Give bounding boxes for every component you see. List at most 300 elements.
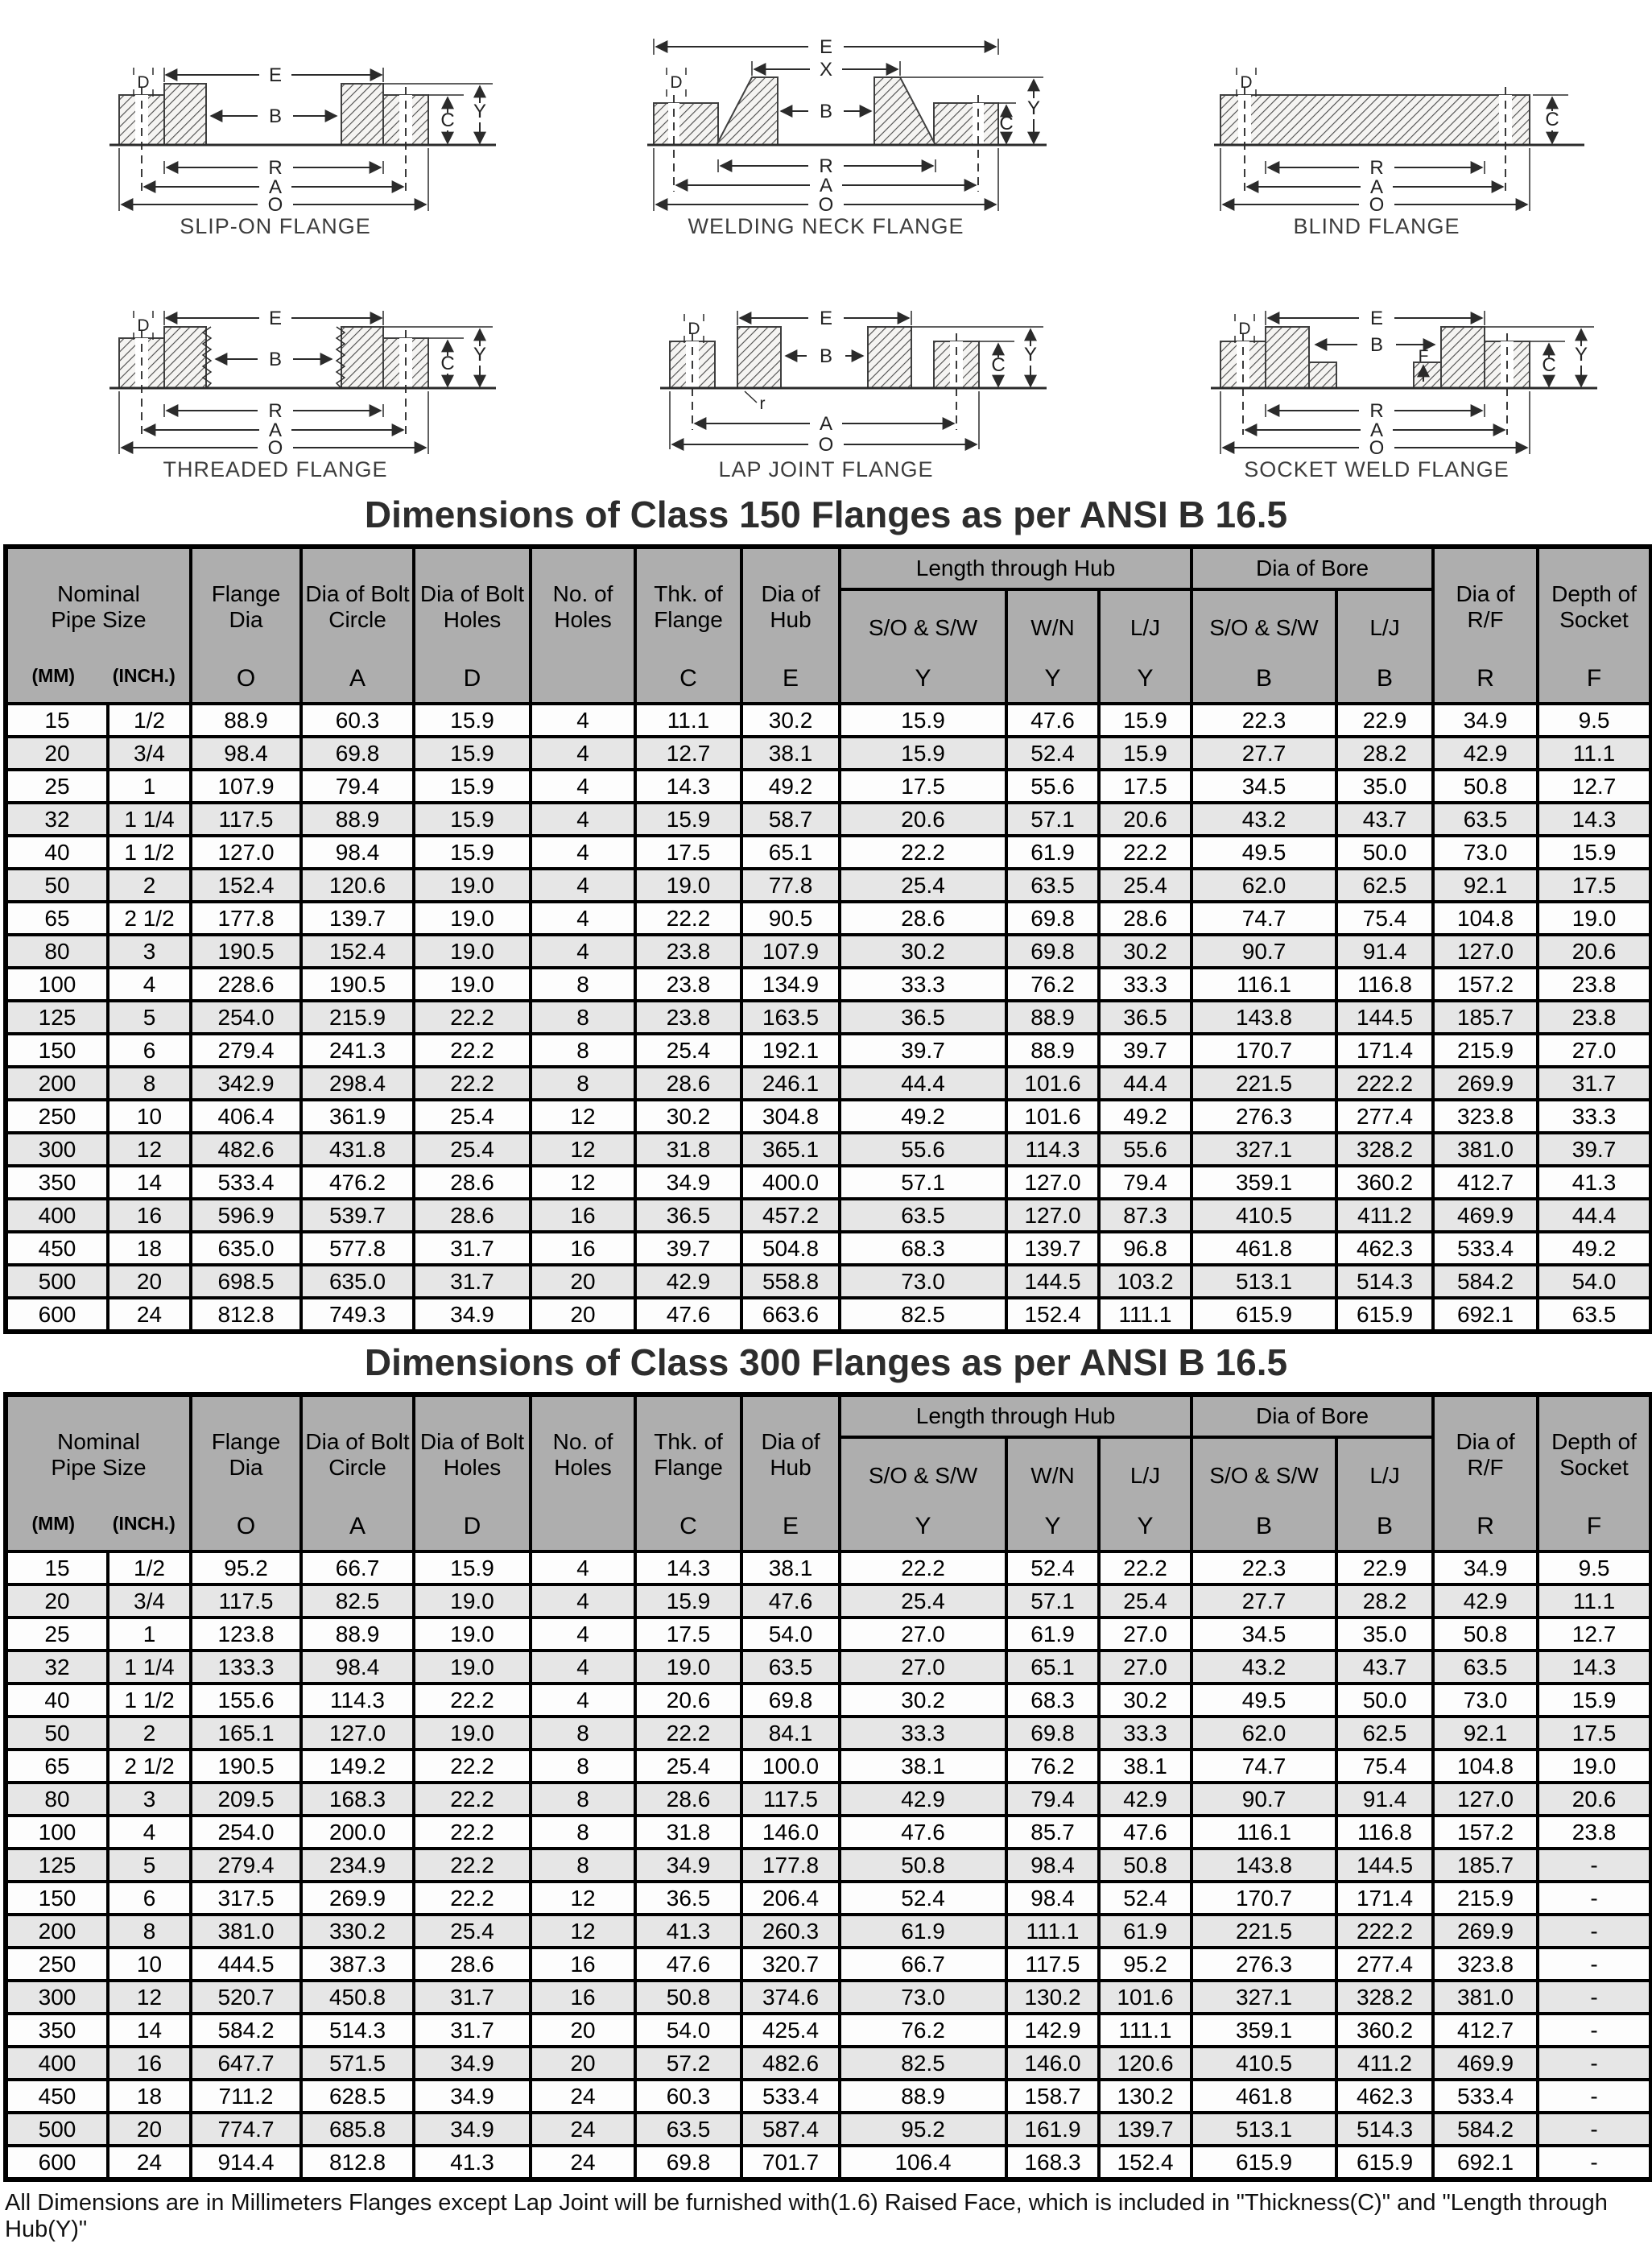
table-row xyxy=(6,836,1651,869)
table-row xyxy=(6,770,1651,803)
cell: 47.6 xyxy=(741,1584,840,1618)
cell: 127.0 xyxy=(301,1717,414,1750)
cell: 250 xyxy=(6,1948,108,1981)
cell: 298.4 xyxy=(301,1067,414,1100)
cell: 500 xyxy=(6,2113,108,2146)
class300-title: Dimensions of Class 300 Flanges as per ANSI B 16.5 xyxy=(364,1341,1288,1383)
table-row xyxy=(6,1783,1651,1816)
threaded-flange-diagram xyxy=(0,243,551,486)
cell: 60.3 xyxy=(635,2080,741,2113)
cell: 20 xyxy=(531,1265,635,1298)
cell: 317.5 xyxy=(191,1882,301,1915)
cell: 14.3 xyxy=(635,770,741,803)
cell: - xyxy=(1538,2047,1651,2080)
cell: 19.0 xyxy=(414,935,531,968)
cell: 87.3 xyxy=(1099,1199,1192,1232)
cell: 73.0 xyxy=(1433,836,1538,869)
cell: 91.4 xyxy=(1336,935,1433,968)
cell: 92.1 xyxy=(1433,869,1538,902)
cell: 40 xyxy=(6,836,108,869)
cell: 615.9 xyxy=(1336,2146,1433,2179)
cell: 42.9 xyxy=(1433,737,1538,770)
cell: 8 xyxy=(531,1849,635,1882)
cell: 35.0 xyxy=(1336,770,1433,803)
table-row xyxy=(6,1298,1651,1332)
dim-label-r: R xyxy=(1369,157,1384,179)
cell: 139.7 xyxy=(1099,2113,1192,2146)
cell: 600 xyxy=(6,2146,108,2179)
dim-label-y: Y xyxy=(1023,344,1038,366)
cell: 120.6 xyxy=(1099,2047,1192,2080)
class150-table xyxy=(3,544,1652,1334)
cell: 38.1 xyxy=(840,1750,1006,1783)
cell: 1 1/4 xyxy=(108,803,191,836)
cell: 14 xyxy=(108,2014,191,2047)
cell: 431.8 xyxy=(301,1133,414,1166)
cell: 31.7 xyxy=(414,1232,531,1265)
cell: 155.6 xyxy=(191,1684,301,1717)
cell: 22.3 xyxy=(1192,704,1336,737)
cell: 23.8 xyxy=(635,1001,741,1034)
flange-diagram-grid xyxy=(0,0,1652,486)
cell: 663.6 xyxy=(741,1298,840,1332)
cell: 514.3 xyxy=(1336,1265,1433,1298)
cell: 50.0 xyxy=(1336,1684,1433,1717)
cell: 39.7 xyxy=(840,1034,1006,1067)
cell: 24 xyxy=(531,2080,635,2113)
cell: 52.4 xyxy=(1006,737,1099,770)
cell: 600 xyxy=(6,1298,108,1332)
cell: 533.4 xyxy=(741,2080,840,2113)
cell: 88.9 xyxy=(1006,1001,1099,1034)
cell: 38.1 xyxy=(741,737,840,770)
cell: 228.6 xyxy=(191,968,301,1001)
cell: 469.9 xyxy=(1433,2047,1538,2080)
cell: 22.2 xyxy=(414,1849,531,1882)
cell: 18 xyxy=(108,2080,191,2113)
cell: 350 xyxy=(6,2014,108,2047)
cell: 69.8 xyxy=(1006,1717,1099,1750)
cell: 120.6 xyxy=(301,869,414,902)
dim-label-f: F xyxy=(1418,347,1429,366)
diagram-caption: LAP JOINT FLANGE xyxy=(718,457,934,481)
cell: 69.8 xyxy=(1006,935,1099,968)
class150-table-body xyxy=(6,704,1651,1332)
cell: 55.6 xyxy=(840,1133,1006,1166)
cell: 32 xyxy=(6,1651,108,1684)
cell: 4 xyxy=(531,1651,635,1684)
table-row xyxy=(6,2146,1651,2179)
cell: 215.9 xyxy=(301,1001,414,1034)
table-row xyxy=(6,935,1651,968)
cell: 246.1 xyxy=(741,1067,840,1100)
cell: 101.6 xyxy=(1006,1067,1099,1100)
dim-label-b: B xyxy=(819,345,833,367)
cell: 615.9 xyxy=(1192,2146,1336,2179)
cell: 95.2 xyxy=(191,1551,301,1584)
cell: 520.7 xyxy=(191,1981,301,2014)
table-row xyxy=(6,1618,1651,1651)
cell: 8 xyxy=(531,1717,635,1750)
header-no-of-holes: No. of Holes xyxy=(531,1394,635,1551)
cell: 57.1 xyxy=(1006,1584,1099,1618)
dim-label-b: B xyxy=(1369,334,1384,356)
cell: 558.8 xyxy=(741,1265,840,1298)
cell: 31.8 xyxy=(635,1816,741,1849)
cell: 111.1 xyxy=(1099,1298,1192,1332)
cell: 36.5 xyxy=(635,1199,741,1232)
cell: 157.2 xyxy=(1433,968,1538,1001)
cell: 19.0 xyxy=(414,1717,531,1750)
cell: 52.4 xyxy=(840,1882,1006,1915)
cell: 27.0 xyxy=(840,1618,1006,1651)
cell: 12 xyxy=(108,1981,191,2014)
cell: 116.8 xyxy=(1336,1816,1433,1849)
cell: 11.1 xyxy=(1538,1584,1651,1618)
cell: 15 xyxy=(6,1551,108,1584)
cell: 41.3 xyxy=(1538,1166,1651,1199)
cell: 15.9 xyxy=(414,737,531,770)
cell: 327.1 xyxy=(1192,1981,1336,2014)
cell: 34.9 xyxy=(414,2113,531,2146)
dim-label-e: E xyxy=(268,308,283,329)
cell: 701.7 xyxy=(741,2146,840,2179)
cell: 103.2 xyxy=(1099,1265,1192,1298)
cell: 276.3 xyxy=(1192,1100,1336,1133)
header-wn-y: W/N Y xyxy=(1006,589,1099,704)
table-row xyxy=(6,1584,1651,1618)
cell: 241.3 xyxy=(301,1034,414,1067)
cell: 68.3 xyxy=(1006,1684,1099,1717)
cell: 24 xyxy=(531,2113,635,2146)
dim-label-a: A xyxy=(268,419,283,441)
cell: 20 xyxy=(531,1298,635,1332)
cell: 15 xyxy=(6,704,108,737)
cell: 8 xyxy=(531,968,635,1001)
diagram-caption: SLIP-ON FLANGE xyxy=(180,214,371,238)
cell: 27.0 xyxy=(1099,1618,1192,1651)
cell: 22.9 xyxy=(1336,1551,1433,1584)
cell: 22.2 xyxy=(414,1783,531,1816)
cell: 539.7 xyxy=(301,1199,414,1232)
cell: 3/4 xyxy=(108,1584,191,1618)
cell: 130.2 xyxy=(1006,1981,1099,2014)
cell: 323.8 xyxy=(1433,1100,1538,1133)
cell: 462.3 xyxy=(1336,1232,1433,1265)
cell: 116.8 xyxy=(1336,968,1433,1001)
welding-neck-flange-drawing xyxy=(551,0,1101,214)
cell: 143.8 xyxy=(1192,1849,1336,1882)
cell: 139.7 xyxy=(1006,1232,1099,1265)
cell: 66.7 xyxy=(301,1551,414,1584)
cell: 22.2 xyxy=(414,1034,531,1067)
cell: 50 xyxy=(6,1717,108,1750)
cell: 123.8 xyxy=(191,1618,301,1651)
cell: 374.6 xyxy=(741,1981,840,2014)
dim-label-y: Y xyxy=(1574,344,1588,366)
cell: 461.8 xyxy=(1192,1232,1336,1265)
cell: 57.1 xyxy=(840,1166,1006,1199)
cell: 170.7 xyxy=(1192,1034,1336,1067)
cell: 190.5 xyxy=(191,1750,301,1783)
cell: 107.9 xyxy=(741,935,840,968)
cell: 12 xyxy=(531,1133,635,1166)
cell: 11.1 xyxy=(635,704,741,737)
cell: 8 xyxy=(108,1915,191,1948)
cell: 27.0 xyxy=(840,1651,1006,1684)
cell: 144.5 xyxy=(1006,1265,1099,1298)
cell: - xyxy=(1538,1981,1651,2014)
cell: 269.9 xyxy=(1433,1067,1538,1100)
cell: 44.4 xyxy=(1538,1199,1651,1232)
cell: 32 xyxy=(6,803,108,836)
cell: 412.7 xyxy=(1433,2014,1538,2047)
cell: 914.4 xyxy=(191,2146,301,2179)
slip-on-flange-drawing xyxy=(0,0,551,214)
header-lj-b: L/J B xyxy=(1336,589,1433,704)
cell: 514.3 xyxy=(1336,2113,1433,2146)
cell: 107.9 xyxy=(191,770,301,803)
cell: 25.4 xyxy=(414,1100,531,1133)
cell: 28.2 xyxy=(1336,737,1433,770)
cell: 31.7 xyxy=(414,1981,531,2014)
lap-joint-flange-diagram xyxy=(551,243,1101,486)
cell: 250 xyxy=(6,1100,108,1133)
cell: 98.4 xyxy=(1006,1882,1099,1915)
cell: 9.5 xyxy=(1538,704,1651,737)
cell: 279.4 xyxy=(191,1849,301,1882)
header-depth-socket: Depth of Socket F xyxy=(1538,547,1651,704)
dim-label-x: X xyxy=(819,59,833,81)
table-row xyxy=(6,2080,1651,2113)
cell: 49.2 xyxy=(741,770,840,803)
cell: 17.5 xyxy=(635,836,741,869)
cell: 111.1 xyxy=(1099,2014,1192,2047)
cell: 2 1/2 xyxy=(108,902,191,935)
cell: 171.4 xyxy=(1336,1034,1433,1067)
cell: 8 xyxy=(531,1067,635,1100)
cell: 79.4 xyxy=(1006,1783,1099,1816)
cell: 82.5 xyxy=(840,1298,1006,1332)
cell: 62.0 xyxy=(1192,1717,1336,1750)
cell: 117.5 xyxy=(741,1783,840,1816)
cell: 47.6 xyxy=(1006,704,1099,737)
cell: 111.1 xyxy=(1006,1915,1099,1948)
cell: 24 xyxy=(108,1298,191,1332)
cell: 22.2 xyxy=(840,1551,1006,1584)
cell: 6 xyxy=(108,1034,191,1067)
dim-label-y: Y xyxy=(473,344,487,366)
diagram-caption: THREADED FLANGE xyxy=(163,457,388,481)
cell: 25.4 xyxy=(414,1915,531,1948)
cell: 116.1 xyxy=(1192,1816,1336,1849)
cell: 19.0 xyxy=(635,869,741,902)
header-so-sw-b: S/O & S/W B xyxy=(1192,1437,1336,1551)
header-lj-y: L/J Y xyxy=(1099,589,1192,704)
cell: 63.5 xyxy=(635,2113,741,2146)
table-row xyxy=(6,1100,1651,1133)
cell: 330.2 xyxy=(301,1915,414,1948)
cell: 54.0 xyxy=(635,2014,741,2047)
cell: 1 1/2 xyxy=(108,1684,191,1717)
cell: 61.9 xyxy=(1099,1915,1192,1948)
cell: 82.5 xyxy=(840,2047,1006,2080)
cell: 185.7 xyxy=(1433,1849,1538,1882)
cell: 117.5 xyxy=(191,1584,301,1618)
cell: 57.2 xyxy=(635,2047,741,2080)
header-so-sw-y: S/O & S/W Y xyxy=(840,1437,1006,1551)
cell: 152.4 xyxy=(191,869,301,902)
cell: 88.9 xyxy=(191,704,301,737)
cell: 47.6 xyxy=(635,1298,741,1332)
header-dia-hub: Dia of Hub E xyxy=(741,1394,840,1551)
cell: 16 xyxy=(531,1232,635,1265)
cell: 20.6 xyxy=(1538,935,1651,968)
cell: 101.6 xyxy=(1099,1981,1192,2014)
blind-flange-drawing xyxy=(1101,0,1652,214)
cell: - xyxy=(1538,2014,1651,2047)
cell: 28.6 xyxy=(840,902,1006,935)
cell: 12.7 xyxy=(1538,1618,1651,1651)
cell: 8 xyxy=(108,1067,191,1100)
header-length-through-hub: Length through Hub xyxy=(840,547,1192,589)
table-row xyxy=(6,902,1651,935)
cell: 20 xyxy=(6,737,108,770)
dim-label-c: C xyxy=(1545,109,1559,130)
dim-label-r: R xyxy=(268,157,283,179)
cell: 635.0 xyxy=(301,1265,414,1298)
table-row xyxy=(6,1651,1651,1684)
diagram-caption: SOCKET WELD FLANGE xyxy=(1244,457,1510,481)
cell: 75.4 xyxy=(1336,902,1433,935)
cell: 75.4 xyxy=(1336,1750,1433,1783)
cell: 400 xyxy=(6,2047,108,2080)
cell: 4 xyxy=(531,902,635,935)
cell: 22.2 xyxy=(414,1001,531,1034)
dim-label-d: D xyxy=(688,320,700,338)
cell: 63.5 xyxy=(840,1199,1006,1232)
cell: 19.0 xyxy=(414,1618,531,1651)
cell: 596.9 xyxy=(191,1199,301,1232)
cell: 221.5 xyxy=(1192,1067,1336,1100)
cell: 482.6 xyxy=(191,1133,301,1166)
cell: 387.3 xyxy=(301,1948,414,1981)
cell: 104.8 xyxy=(1433,902,1538,935)
cell: 185.7 xyxy=(1433,1001,1538,1034)
cell: 327.1 xyxy=(1192,1133,1336,1166)
cell: 65 xyxy=(6,902,108,935)
dim-label-e: E xyxy=(819,308,833,329)
cell: 31.8 xyxy=(635,1133,741,1166)
header-depth-socket: Depth of Socket F xyxy=(1538,1394,1651,1551)
cell: 19.0 xyxy=(414,902,531,935)
cell: 1 xyxy=(108,770,191,803)
cell: - xyxy=(1538,1915,1651,1948)
cell: 20 xyxy=(108,1265,191,1298)
cell: 381.0 xyxy=(1433,1133,1538,1166)
cell: 206.4 xyxy=(741,1882,840,1915)
header-flange-dia: Flange Dia O xyxy=(191,547,301,704)
cell: 361.9 xyxy=(301,1100,414,1133)
cell: 36.5 xyxy=(1099,1001,1192,1034)
cell: 52.4 xyxy=(1099,1882,1192,1915)
cell: 33.3 xyxy=(840,1717,1006,1750)
cell: 41.3 xyxy=(414,2146,531,2179)
cell: 410.5 xyxy=(1192,1199,1336,1232)
cell: 3 xyxy=(108,1783,191,1816)
cell: 28.6 xyxy=(1099,902,1192,935)
dim-label-b: B xyxy=(268,105,283,127)
cell: 33.3 xyxy=(840,968,1006,1001)
cell: 49.5 xyxy=(1192,1684,1336,1717)
cell: 300 xyxy=(6,1133,108,1166)
cell: 22.2 xyxy=(635,902,741,935)
dim-label-y: Y xyxy=(1026,97,1041,119)
cell: 190.5 xyxy=(301,968,414,1001)
cell: 62.0 xyxy=(1192,869,1336,902)
cell: 19.0 xyxy=(414,1584,531,1618)
cell: 200 xyxy=(6,1915,108,1948)
cell: 47.6 xyxy=(840,1816,1006,1849)
cell: 15.9 xyxy=(1099,737,1192,770)
cell: 25.4 xyxy=(840,869,1006,902)
cell: 20 xyxy=(531,2014,635,2047)
cell: 44.4 xyxy=(840,1067,1006,1100)
header-inch: (INCH.) xyxy=(112,1513,176,1534)
header-inch: (INCH.) xyxy=(112,665,176,686)
cell: 18 xyxy=(108,1232,191,1265)
cell: 4 xyxy=(531,1618,635,1651)
cell: 76.2 xyxy=(840,2014,1006,2047)
cell: 50.8 xyxy=(840,1849,1006,1882)
cell: 25.4 xyxy=(1099,1584,1192,1618)
cell: 95.2 xyxy=(840,2113,1006,2146)
cell: 360.2 xyxy=(1336,1166,1433,1199)
cell: 254.0 xyxy=(191,1816,301,1849)
cell: 711.2 xyxy=(191,2080,301,2113)
cell: 22.9 xyxy=(1336,704,1433,737)
cell: 60.3 xyxy=(301,704,414,737)
cell: 104.8 xyxy=(1433,1750,1538,1783)
cell: 304.8 xyxy=(741,1100,840,1133)
cell: 381.0 xyxy=(1433,1981,1538,2014)
cell: 2 xyxy=(108,869,191,902)
cell: 161.9 xyxy=(1006,2113,1099,2146)
cell: 577.8 xyxy=(301,1232,414,1265)
cell: 49.2 xyxy=(840,1100,1006,1133)
dim-label-b: B xyxy=(819,101,833,122)
header-bolt-circle: Dia of Bolt Circle A xyxy=(301,547,414,704)
cell: 52.4 xyxy=(1006,1551,1099,1584)
socket-weld-flange-drawing xyxy=(1101,243,1652,457)
header-bolt-holes: Dia of Bolt Holes D xyxy=(414,547,531,704)
cell: 320.7 xyxy=(741,1948,840,1981)
cell: 1 1/4 xyxy=(108,1651,191,1684)
cell: 106.4 xyxy=(840,2146,1006,2179)
cell: 215.9 xyxy=(1433,1034,1538,1067)
cell: 25 xyxy=(6,770,108,803)
cell: 144.5 xyxy=(1336,1849,1433,1882)
cell: 90.5 xyxy=(741,902,840,935)
cell: 163.5 xyxy=(741,1001,840,1034)
cell: 69.8 xyxy=(741,1684,840,1717)
cell: 50.8 xyxy=(1433,770,1538,803)
cell: 73.0 xyxy=(840,1981,1006,2014)
cell: 130.2 xyxy=(1099,2080,1192,2113)
cell: 34.9 xyxy=(1433,704,1538,737)
cell: 49.2 xyxy=(1538,1232,1651,1265)
cell: 34.9 xyxy=(414,2047,531,2080)
